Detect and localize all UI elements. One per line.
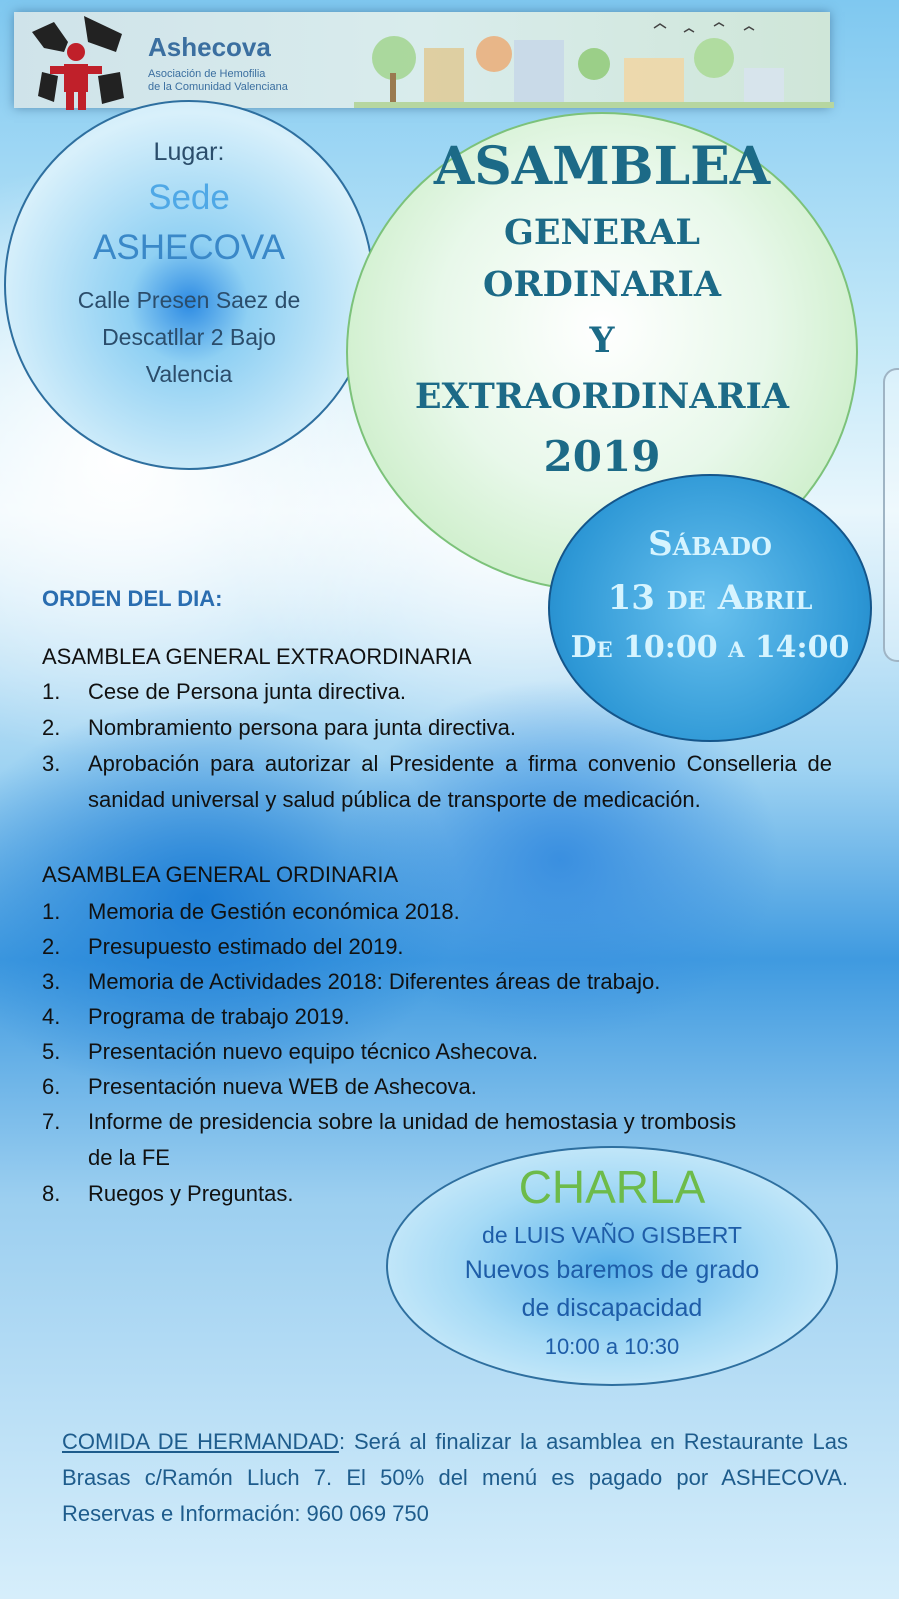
list-item-number: 8. (42, 1181, 61, 1206)
address-line3: Valencia (145, 361, 233, 387)
list-item (42, 964, 832, 1000)
assembly-title: ASAMBLEA (433, 136, 771, 197)
town-illustration-icon (354, 18, 834, 108)
ordinary-heading: ASAMBLEA GENERAL ORDINARIA (42, 862, 399, 887)
list-item (42, 999, 832, 1035)
list-item (42, 746, 832, 818)
list-item-number: 2. (42, 715, 61, 740)
assembly-line-y: Y (589, 320, 615, 361)
list-item (42, 674, 832, 710)
list-item-number: 3. (42, 969, 61, 994)
list-item-number: 5. (42, 1039, 61, 1064)
list-item-number: 7. (42, 1109, 61, 1134)
list-item-text: Aprobación para autorizar al Presidente a firma convenio Conselleria de sanidad universal y salud pública de transporte de medicación. (88, 751, 832, 812)
list-item-text: Presupuesto estimado del 2019. (88, 934, 404, 959)
list-item (42, 894, 832, 930)
location-address (46, 282, 332, 393)
date-date: 13 de Abril (607, 578, 813, 618)
list-item (42, 710, 832, 746)
assembly-year: 2019 (543, 432, 661, 481)
hemophilia-association-logo-icon (24, 12, 136, 112)
talk-title: CHARLA (518, 1161, 706, 1213)
list-item (42, 1034, 832, 1070)
org-subtitle (148, 68, 288, 94)
header-banner (14, 12, 830, 108)
list-item-number: 3. (42, 751, 61, 776)
dinner-label: COMIDA DE HERMANDAD (62, 1429, 339, 1454)
dinner-paragraph (62, 1424, 848, 1532)
location-circle (4, 100, 374, 470)
list-item-number: 4. (42, 1004, 61, 1029)
list-item-text: Cese de Persona junta directiva. (88, 679, 406, 704)
org-subtitle-line2: de la Comunidad Valenciana (148, 81, 288, 93)
list-item (42, 929, 832, 965)
location-name: ASHECOVA (93, 228, 285, 267)
date-day: Sábado (648, 524, 772, 564)
talk-topic-line1: Nuevos baremos de grado (464, 1256, 760, 1284)
org-subtitle-line1: Asociación de Hemofilia (148, 68, 266, 80)
list-item-number: 6. (42, 1074, 61, 1099)
list-item-text: Nombramiento persona para junta directiva. (88, 715, 517, 740)
location-sede: Sede (148, 178, 230, 217)
location-label: Lugar: (153, 138, 225, 166)
list-item-text: Programa de trabajo 2019. (88, 1004, 350, 1029)
talk-topic-line2: de discapacidad (521, 1294, 703, 1322)
assembly-line-extraordinaria: EXTRAORDINARIA (414, 376, 790, 417)
dinner-text: : Será al finalizar la asamblea en Restaurante Las Brasas c/Ramón Lluch 7. El 50% del menú es pagado por ASHECOVA. Reservas e Información: 960 069 750 (62, 1429, 849, 1526)
address-line2: Descatllar 2 Bajo (102, 324, 276, 350)
side-scroll-tab[interactable] (883, 368, 899, 662)
list-item-text: Presentación nuevo equipo técnico Ashecova. (88, 1039, 539, 1064)
date-time: De 10:00 a 14:00 (570, 630, 850, 665)
list-item-text: Informe de presidencia sobre la unidad de hemostasia y trombosis de la FE (88, 1109, 737, 1170)
list-item-text: Memoria de Gestión económica 2018. (88, 899, 460, 924)
list-item-number: 2. (42, 934, 61, 959)
list-item-text: Memoria de Actividades 2018: Diferentes áreas de trabajo. (88, 969, 661, 994)
address-line1: Calle Presen Saez de (77, 287, 301, 313)
org-name: Ashecova (148, 32, 271, 62)
assembly-line-general: GENERAL (503, 212, 701, 253)
talk-speaker: de LUIS VAÑO GISBERT (482, 1222, 742, 1248)
talk-time: 10:00 a 10:30 (544, 1334, 680, 1359)
talk-circle (386, 1146, 838, 1386)
list-item-text: Ruegos y Preguntas. (88, 1181, 294, 1206)
list-item-number: 1. (42, 899, 61, 924)
agenda-title: ORDEN DEL DIA: (42, 586, 223, 611)
list-item-number: 1. (42, 679, 61, 704)
list-item-text: Presentación nueva WEB de Ashecova. (88, 1074, 477, 1099)
assembly-line-ordinaria: ORDINARIA (482, 264, 722, 305)
extraordinary-heading: ASAMBLEA GENERAL EXTRAORDINARIA (42, 644, 472, 669)
list-item (42, 1069, 832, 1105)
